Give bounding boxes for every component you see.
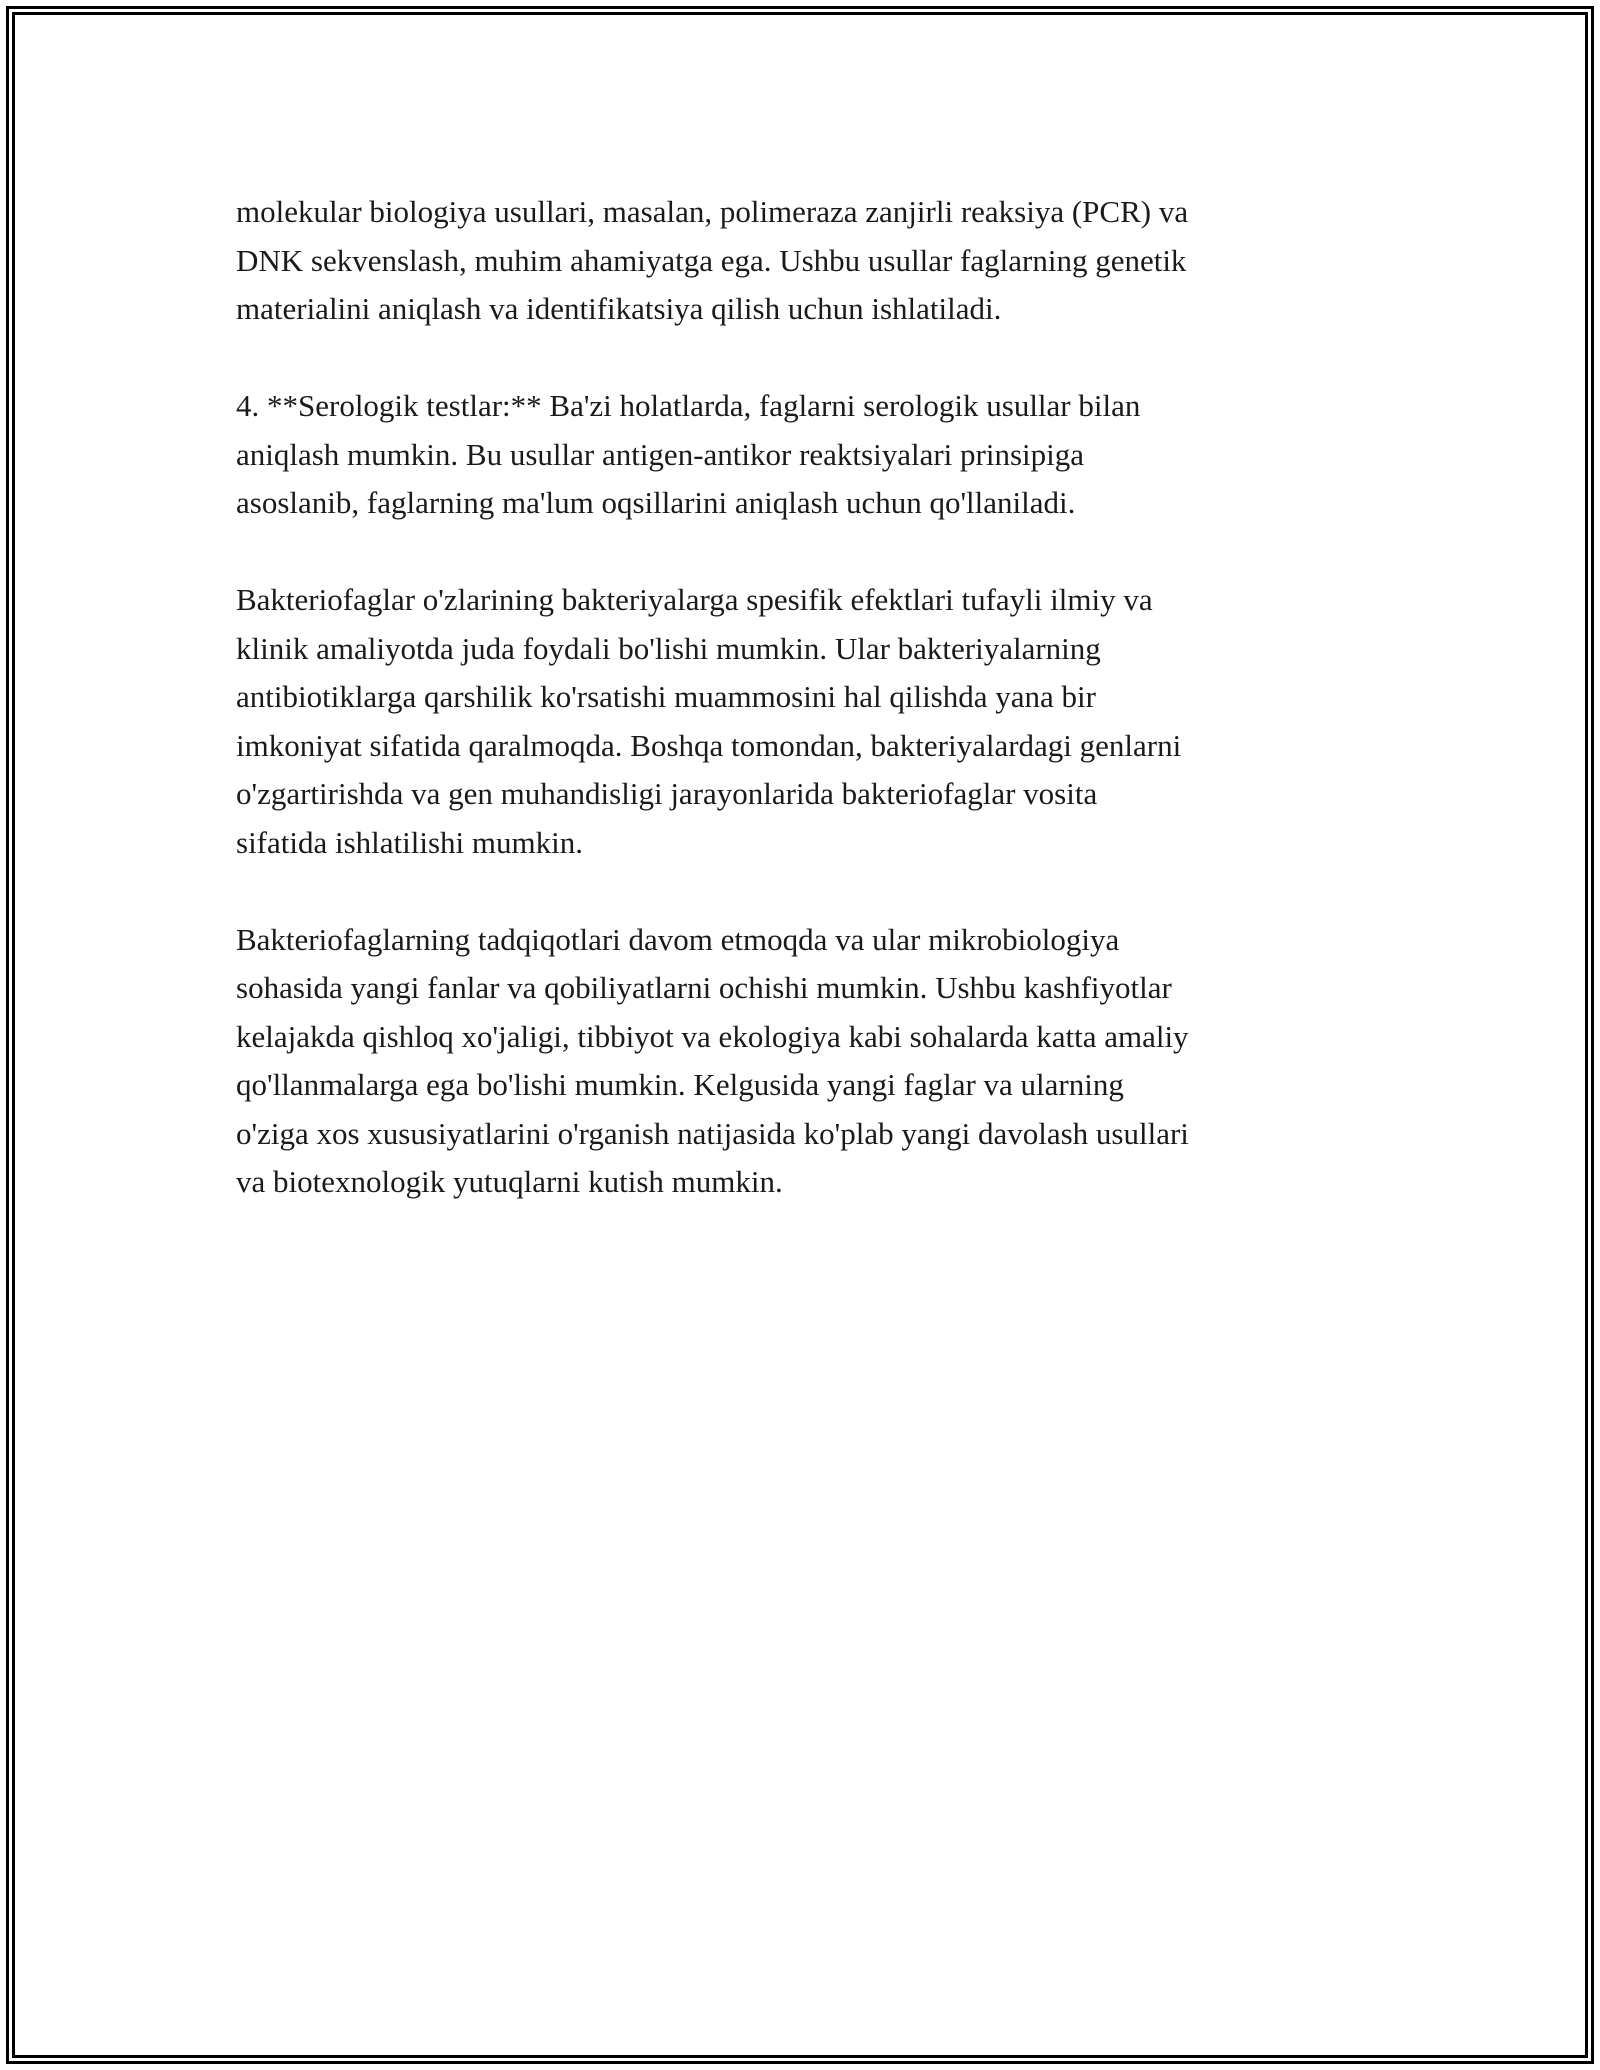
text-line: antibiotiklarga qarshilik ko'rsatishi muammosini hal qilishda yana bir [236,679,1096,714]
text-line: qo'llanmalarga ega bo'lishi mumkin. Kelgusida yangi faglar va ularning [236,1067,1124,1102]
paragraph-research-outlook [236,916,1386,1207]
text-line: o'ziga xos xususiyatlarini o'rganish natijasida ko'plab yangi davolash usullari [236,1115,1189,1151]
text-line: va biotexnologik yutuqlarni kutish mumkin. [236,1164,783,1199]
paragraph-molecular-methods [236,188,1386,334]
text-line: molekular biologiya usullari, masalan, polimeraza zanjirli reaksiya (PCR) va [236,194,1189,229]
text-line: aniqlash mumkin. Bu usullar antigen-antikor reaktsiyalari prinsipiga [236,436,1085,472]
paragraph-serological-tests [236,382,1386,528]
text-line: Bakteriofaglarning tadqiqotlari davom etmoqda va ular mikrobiologiya [236,921,1120,957]
text-line: materialini aniqlash va identifikatsiya qilish uchun ishlatiladi. [236,291,1002,326]
text-line: sohasida yangi fanlar va qobiliyatlarni ochishi mumkin. Ushbu kashfiyotlar [236,970,1172,1005]
text-line: kelajakda qishloq xo'jaligi, tibbiyot va ekologiya kabi sohalarda katta amaliy [236,1018,1189,1054]
text-line: o'zgartirishda va gen muhandisligi jarayonlarida bakteriofaglar vosita [236,776,1098,811]
paragraph-bacteriophage-applications [236,576,1386,867]
text-line: asoslanib, faglarning ma'lum oqsillarini aniqlash uchun qo'llaniladi. [236,485,1076,520]
text-line: Bakteriofaglar o'zlarining bakteriyalarga spesifik efektlari tufayli ilmiy va [236,582,1153,617]
text-line: imkoniyat sifatida qaralmoqda. Boshqa tomondan, bakteriyalardagi genlarni [236,727,1182,763]
text-line: DNK sekvenslash, muhim ahamiyatga ega. Ushbu usullar faglarning genetik [236,242,1187,278]
text-line: klinik amaliyotda juda foydali bo'lishi mumkin. Ular bakteriyalarning [236,630,1101,666]
document-body [236,188,1386,1255]
text-line: 4. **Serologik testlar:** Ba'zi holatlarda, faglarni serologik usullar bilan [236,388,1141,423]
text-line: sifatida ishlatilishi mumkin. [236,824,584,860]
